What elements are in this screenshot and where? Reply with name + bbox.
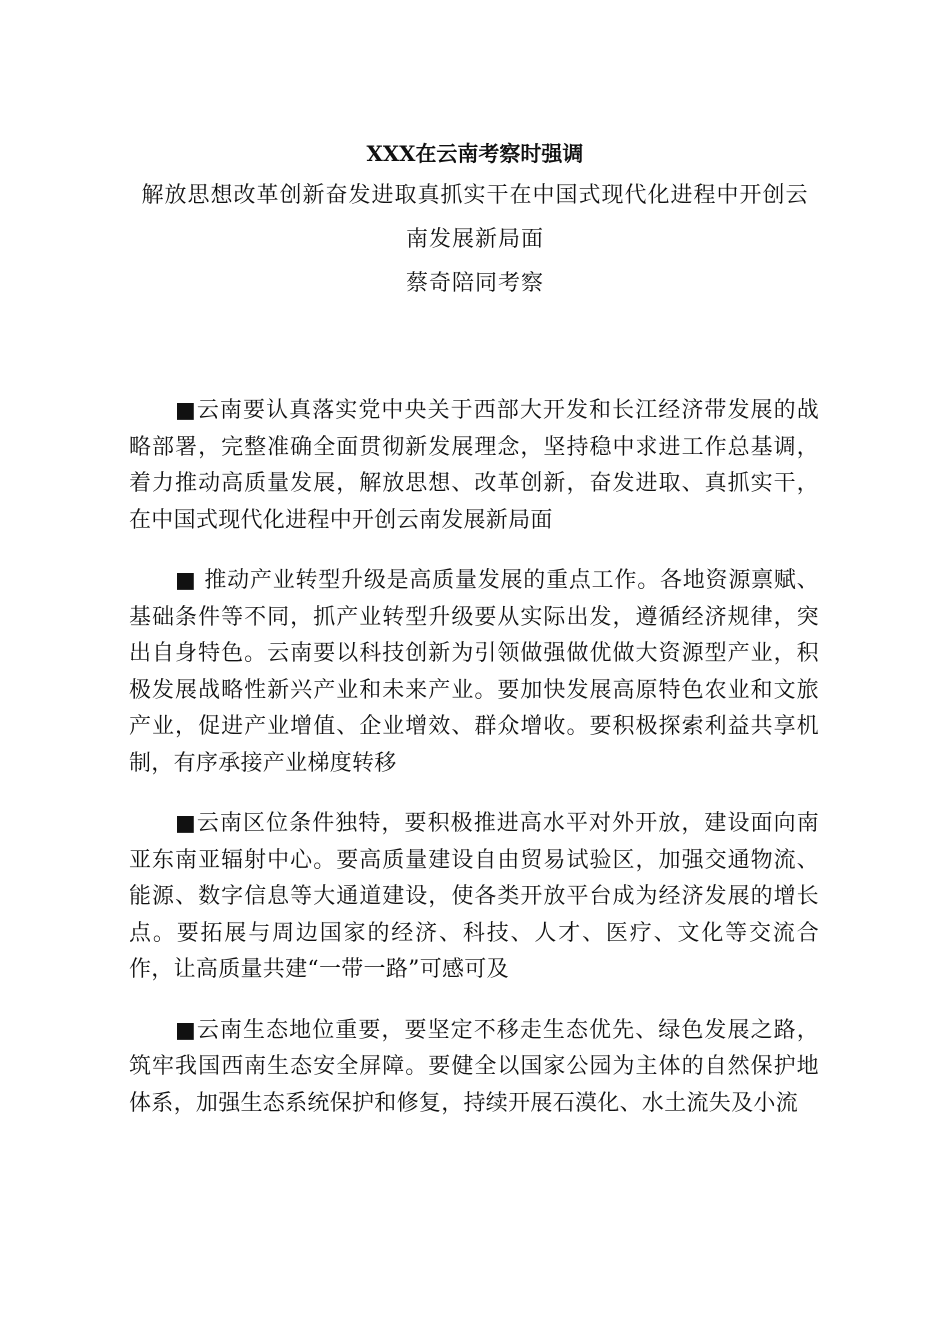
square-bullet-icon: ■: [175, 398, 197, 423]
square-bullet-icon: ■: [175, 1017, 197, 1043]
document-subtitle-line2: 南发展新局面: [405, 227, 544, 252]
square-bullet-icon: ■: [175, 568, 205, 593]
document-subtitle-line1: 解放思想改革创新奋发进取真抓实干在中国式现代化进程中开创云: [141, 183, 809, 208]
document-body: [129, 393, 819, 1146]
body-paragraph: [129, 563, 819, 782]
document-subtitle-line3: 蔡奇陪同考察: [405, 271, 544, 296]
paragraph-text: 云南区位条件独特，要积极推进高水平对外开放，建设面向南亚东南亚辐射中心。要高质量建设自由贸易试验区，加强交通物流、能源、数字信息等大通道建设，使各类开放平台成为经济发展的增长点。要拓展与周边国家的经济、科技、人才、医疗、文化等交流合作，让高质量共建“一带一路”可感可及: [129, 811, 819, 982]
body-paragraph: [129, 806, 819, 989]
document-title: XXX在云南考察时强调: [366, 141, 584, 166]
paragraph-text: 云南生态地位重要，要坚定不移走生态优先、绿色发展之路，筑牢我国西南生态安全屏障。要健全以国家公园为主体的自然保护地体系，加强生态系统保护和修复，持续开展石漠化、水土流失及小流: [129, 1017, 819, 1116]
body-paragraph: [129, 1013, 819, 1123]
paragraph-text: 云南要认真落实党中央关于西部大开发和长江经济带发展的战略部署，完整准确全面贯彻新发展理念，坚持稳中求进工作总基调，着力推动高质量发展，解放思想、改革创新，奋发进取、真抓实干，在中国式现代化进程中开创云南发展新局面: [129, 398, 819, 533]
body-paragraph: [129, 393, 819, 539]
paragraph-text: 推动产业转型升级是高质量发展的重点工作。各地资源禀赋、基础条件等不同，抓产业转型升级要从实际出发，遵循经济规律，突出自身特色。云南要以科技创新为引领做强做优做大资源型产业，积极发展战略性新兴产业和未来产业。要加快发展高原特色农业和文旅产业，促进产业增值、企业增效、群众增收。要积极探索利益共享机制，有序承接产业梯度转移: [129, 568, 819, 776]
square-bullet-icon: ■: [175, 811, 197, 836]
